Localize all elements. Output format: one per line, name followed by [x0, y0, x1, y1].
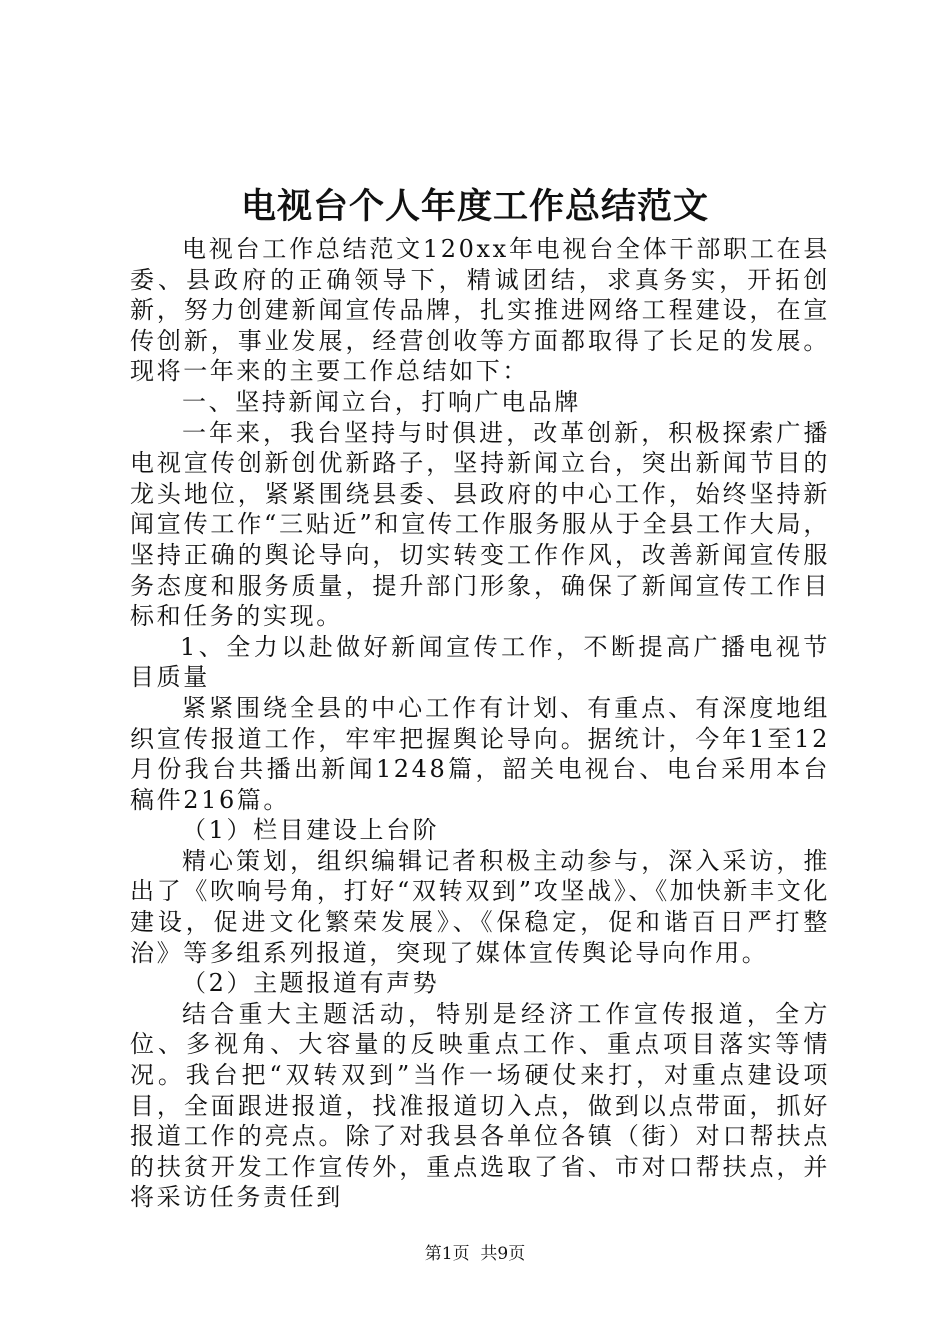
section-heading-1: 一、坚持新闻立台，打响广电品牌: [182, 387, 581, 416]
item-heading-1: （1）栏目建设上台阶: [182, 816, 440, 845]
item-heading-2: （2）主题报道有声势: [182, 969, 440, 998]
item-1-paragraph: 精心策划，组织编辑记者积极主动参与，深入采访，推出了《吹响号角，打好“双转双到”攻坚战》、《加快新丰文化建设，促进文化繁荣发展》、《保稳定，促和谐百日严打整治》等多组系列报道，突现了媒体宣传舆论导向作用。: [130, 846, 830, 967]
page-footer: [0, 1242, 950, 1266]
subsection-heading-1: 1、全力以赴做好新闻宣传工作，不断提高广播电视节目质量: [130, 632, 830, 692]
item-2-paragraph: 结合重大主题活动，特别是经济工作宣传报道，全方位、多视角、大容量的反映重点工作、重点项目落实等情况。我台把“双转双到”当作一场硬仗来打，对重点建设项目，全面跟进报道，找准报道切入点，做到以点带面，抓好报道工作的亮点。除了对我县各单位各镇（街）对口帮扶点的扶贫开发工作宣传外，重点选取了省、市对口帮扶点，并将采访任务责任到: [130, 999, 830, 1212]
section-1-paragraph: 一年来，我台坚持与时俱进，改革创新，积极探索广播电视宣传创新创优新路子，坚持新闻立台，突出新闻节目的龙头地位，紧紧围绕县委、县政府的中心工作，始终坚持新闻宣传工作“三贴近”和宣传工作服务服从于全县工作大局，坚持正确的舆论导向，切实转变工作作风，改善新闻宣传服务态度和服务质量，提升部门形象，确保了新闻宣传工作目标和任务的实现。: [130, 418, 830, 631]
intro-paragraph: 电视台工作总结范文120xx年电视台全体干部职工在县委、县政府的正确领导下，精诚团结，求真务实，开拓创新，努力创建新闻宣传品牌，扎实推进网络工程建设，在宣传创新，事业发展，经营创收等方面都取得了长足的发展。现将一年来的主要工作总结如下：: [130, 235, 830, 386]
subsection-1-paragraph: 紧紧围绕全县的中心工作有计划、有重点、有深度地组织宣传报道工作，牢牢把握舆论导向。据统计，今年1至12月份我台共播出新闻1248篇，韶关电视台、电台采用本台稿件216篇。: [130, 693, 830, 814]
page-number: 第1页 共9页: [424, 1244, 526, 1264]
document-body: [130, 234, 830, 1213]
document-title: 电视台个人年度工作总结范文: [240, 186, 709, 227]
